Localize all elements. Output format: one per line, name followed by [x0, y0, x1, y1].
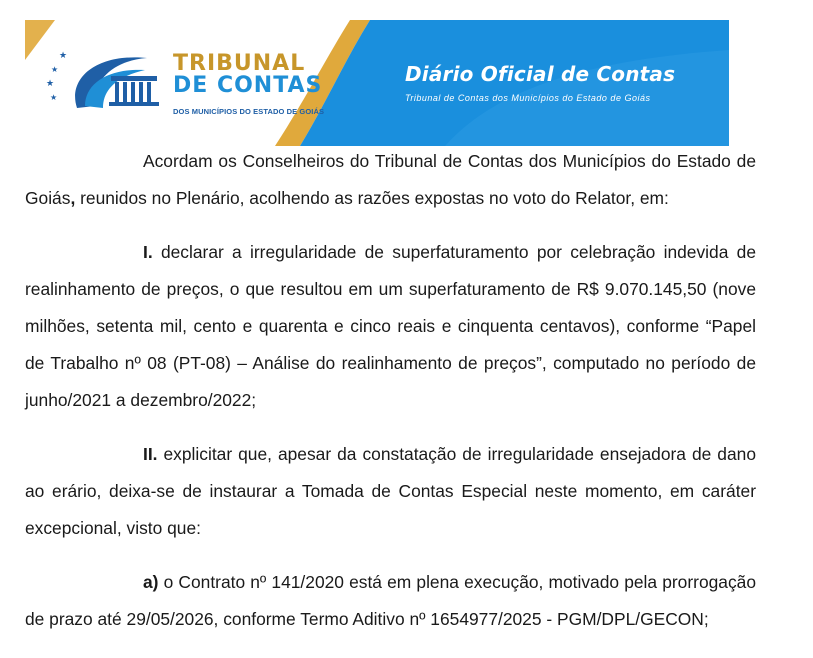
publication-subtitle: Tribunal de Contas dos Municípios do Estado de Goiás — [405, 93, 651, 103]
intro-line2-b: reunidos no Plenário, acolhendo as razões expostas no voto do Relator, em: — [75, 188, 669, 208]
document-body — [25, 143, 756, 638]
svg-text:★: ★ — [51, 65, 59, 74]
intro-comma: , — [70, 188, 76, 208]
header-banner — [25, 20, 729, 146]
svg-text:★: ★ — [59, 50, 68, 60]
item-a-label: a) — [143, 572, 159, 592]
item-ii-label: II. — [143, 444, 158, 464]
tribunal-logo-icon — [37, 38, 187, 130]
logo-title — [173, 53, 322, 97]
item-i-label: I. — [143, 242, 153, 262]
svg-text:★: ★ — [50, 93, 58, 102]
svg-text:★: ★ — [46, 78, 55, 88]
item-a-text: o Contrato nº 141/2020 está em plena execução, motivado pela prorrogação de prazo até 29/05/2026, conforme Termo Aditivo nº 1654977/2025 - PGM/DPL/GECON; — [25, 572, 756, 629]
item-ii-text: explicitar que, apesar da constatação de irregularidade ensejadora de dano ao erário, deixa-se de instaurar a Tomada de Contas Especial neste momento, em caráter excepcional, visto que: — [25, 444, 756, 538]
item-ii-paragraph — [25, 436, 756, 547]
logo-title-line2: DE CONTAS — [173, 73, 323, 98]
intro-paragraph — [25, 143, 756, 217]
logo-title-line1: TRIBUNAL — [173, 51, 306, 76]
publication-title: Diário Oficial de Contas — [405, 62, 676, 86]
item-a-paragraph — [25, 564, 756, 638]
intro-line2-a: de Goiás — [25, 151, 756, 208]
logo-subtitle: DOS MUNICÍPIOS DO ESTADO DE GOIÁS — [173, 107, 325, 116]
item-i-text: declarar a irregularidade de superfaturamento por celebração indevida de realinhamento de preços, o que resultou em um superfaturamento de R$ 9.070.145,50 (nove milhões, setenta mil, cento e quarenta e cinco reais e cinquenta centavos), conforme “Papel de Trabalho nº 08 (PT-08) – Análise do realinhamento de preços”, computado no período de junho/2021 a dezembro/2022; — [25, 242, 756, 410]
intro-line1: Acordam os Conselheiros do Tribunal de Contas dos Municípios do Estado — [143, 151, 731, 171]
item-i-paragraph — [25, 234, 756, 419]
